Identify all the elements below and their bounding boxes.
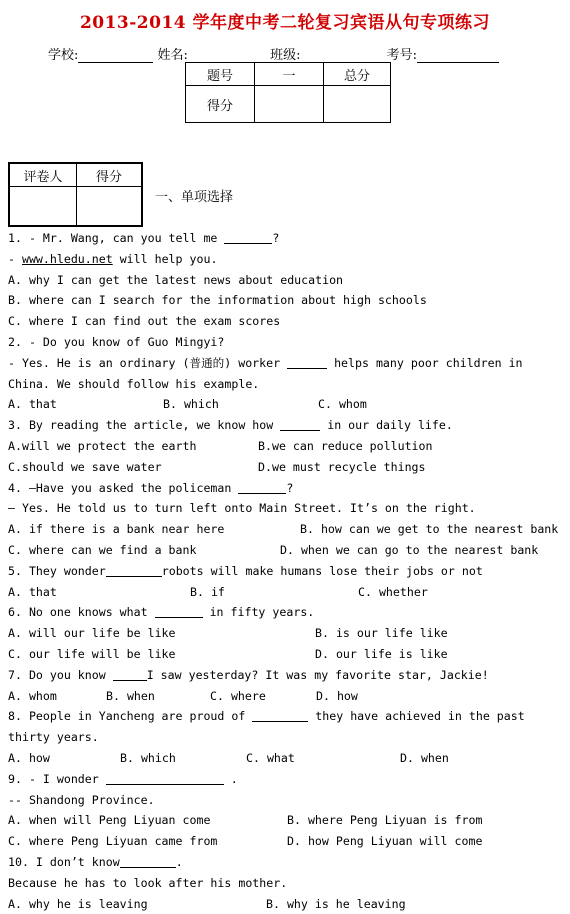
option-a[interactable]: A. will our life be like <box>8 623 315 644</box>
option-c[interactable]: C.should we save water <box>8 457 258 478</box>
question-stem: 1. - Mr. Wang, can you tell me ? <box>8 228 564 249</box>
grader-cell-score[interactable] <box>77 187 143 227</box>
questions <box>8 228 564 914</box>
grader-table <box>8 162 143 227</box>
page-title: 2013-2014 学年度中考二轮复习宾语从句专项练习 <box>0 8 570 33</box>
question-reply: Because he has to look after his mother. <box>8 873 564 894</box>
options-row <box>8 540 564 561</box>
score-row-label: 得分 <box>186 86 255 123</box>
school-field[interactable] <box>78 48 153 63</box>
options-row <box>8 644 564 665</box>
question-reply: - Yes. He is an ordinary (普通的) worker helps many poor children in China. We should follow his example. <box>8 353 564 395</box>
options-row <box>8 686 564 707</box>
option-b[interactable]: B. how can we get to the nearest bank <box>300 519 558 540</box>
number-label: 考号: <box>387 48 417 63</box>
option-d[interactable]: D. when <box>400 748 449 769</box>
option-b[interactable]: B. if <box>190 582 358 603</box>
score-cell-total[interactable] <box>324 86 391 123</box>
option-c[interactable]: C. where I can find out the exam scores <box>8 311 564 332</box>
option-c[interactable]: C. our life will be like <box>8 644 315 665</box>
options-row <box>8 394 564 415</box>
name-field[interactable] <box>188 48 266 63</box>
option-a[interactable]: A. whom <box>8 686 106 707</box>
question-stem: 9. - I wonder . <box>8 769 564 790</box>
option-a[interactable]: A. how <box>8 748 120 769</box>
options-row <box>8 519 564 540</box>
question-reply: — Yes. He told us to turn left onto Main Street. It’s on the right. <box>8 498 564 519</box>
options-row <box>8 810 564 831</box>
option-c[interactable]: C. whether <box>358 582 428 603</box>
option-a[interactable]: A. that <box>8 394 163 415</box>
option-b[interactable]: B. which <box>120 748 246 769</box>
question-stem: 4. —Have you asked the policeman ? <box>8 478 564 499</box>
option-a[interactable]: A. if there is a bank near here <box>8 519 300 540</box>
name-label: 姓名: <box>158 48 188 63</box>
option-d[interactable]: D. how Peng Liyuan will come <box>287 831 482 852</box>
question-stem: 7. Do you know I saw yesterday? It was my favorite star, Jackie! <box>8 665 564 686</box>
options-row <box>8 436 564 457</box>
question-stem: 8. People in Yancheng are proud of they have achieved in the past thirty years. <box>8 706 564 748</box>
answer-blank[interactable] <box>252 708 308 722</box>
question-stem: 3. By reading the article, we know how in our daily life. <box>8 415 564 436</box>
school-label: 学校: <box>48 48 78 63</box>
option-c[interactable]: C. what <box>246 748 400 769</box>
question-stem: 10. I don’t know . <box>8 852 564 873</box>
option-b[interactable]: B.we can reduce pollution <box>258 436 433 457</box>
answer-blank[interactable] <box>113 667 147 681</box>
question-stem: 5. They wonder robots will make humans lose their jobs or not <box>8 561 564 582</box>
options-row <box>8 457 564 478</box>
question-stem: 6. No one knows what in fifty years. <box>8 602 564 623</box>
option-c[interactable]: C. where Peng Liyuan came from <box>8 831 287 852</box>
score-header-question: 题号 <box>186 63 255 86</box>
option-b[interactable]: B. where Peng Liyuan is from <box>287 810 482 831</box>
answer-blank[interactable] <box>106 771 224 785</box>
option-c[interactable]: C. where <box>210 686 316 707</box>
options-row <box>8 748 564 769</box>
answer-blank[interactable] <box>280 417 320 431</box>
grader-header-score: 得分 <box>77 163 143 187</box>
answer-blank[interactable] <box>287 355 327 369</box>
answer-blank[interactable] <box>155 604 203 618</box>
question-stem: 2. - Do you know of Guo Mingyi? <box>8 332 564 353</box>
grader-cell-reviewer[interactable] <box>9 187 77 227</box>
answer-blank[interactable] <box>120 854 176 868</box>
option-c[interactable]: C. where can we find a bank <box>8 540 280 561</box>
score-header-total: 总分 <box>324 63 391 86</box>
options-row <box>8 582 564 603</box>
option-a[interactable]: A. why he is leaving <box>8 894 266 914</box>
options-row <box>8 623 564 644</box>
option-b[interactable]: B. when <box>106 686 210 707</box>
question-reply: -- Shandong Province. <box>8 790 564 811</box>
option-b[interactable]: B. why is he leaving <box>266 894 406 914</box>
number-field[interactable] <box>417 48 499 63</box>
option-c[interactable]: C. whom <box>318 394 367 415</box>
option-a[interactable]: A. when will Peng Liyuan come <box>8 810 287 831</box>
option-a[interactable]: A. why I can get the latest news about education <box>8 270 564 291</box>
option-d[interactable]: D. when we can go to the nearest bank <box>280 540 538 561</box>
student-info-line <box>48 44 499 63</box>
option-a[interactable]: A.will we protect the earth <box>8 436 258 457</box>
website-link[interactable]: www.hledu.net <box>22 252 113 266</box>
question-reply: - www.hledu.net will help you. <box>8 249 564 270</box>
option-d[interactable]: D. how <box>316 686 358 707</box>
option-d[interactable]: D. our life is like <box>315 644 448 665</box>
grader-header-reviewer: 评卷人 <box>9 163 77 187</box>
score-header-part-one: 一 <box>255 63 324 86</box>
answer-blank[interactable] <box>106 563 162 577</box>
class-label: 班级: <box>270 48 300 63</box>
answer-blank[interactable] <box>238 480 286 494</box>
score-cell-part-one[interactable] <box>255 86 324 123</box>
option-d[interactable]: D.we must recycle things <box>258 457 426 478</box>
option-b[interactable]: B. is our life like <box>315 623 448 644</box>
option-b[interactable]: B. where can I search for the information about high schools <box>8 290 564 311</box>
answer-blank[interactable] <box>224 230 272 244</box>
score-table <box>185 62 391 123</box>
section-title: 一、单项选择 <box>155 186 233 205</box>
option-b[interactable]: B. which <box>163 394 318 415</box>
options-row <box>8 831 564 852</box>
option-a[interactable]: A. that <box>8 582 190 603</box>
class-field[interactable] <box>300 48 382 63</box>
